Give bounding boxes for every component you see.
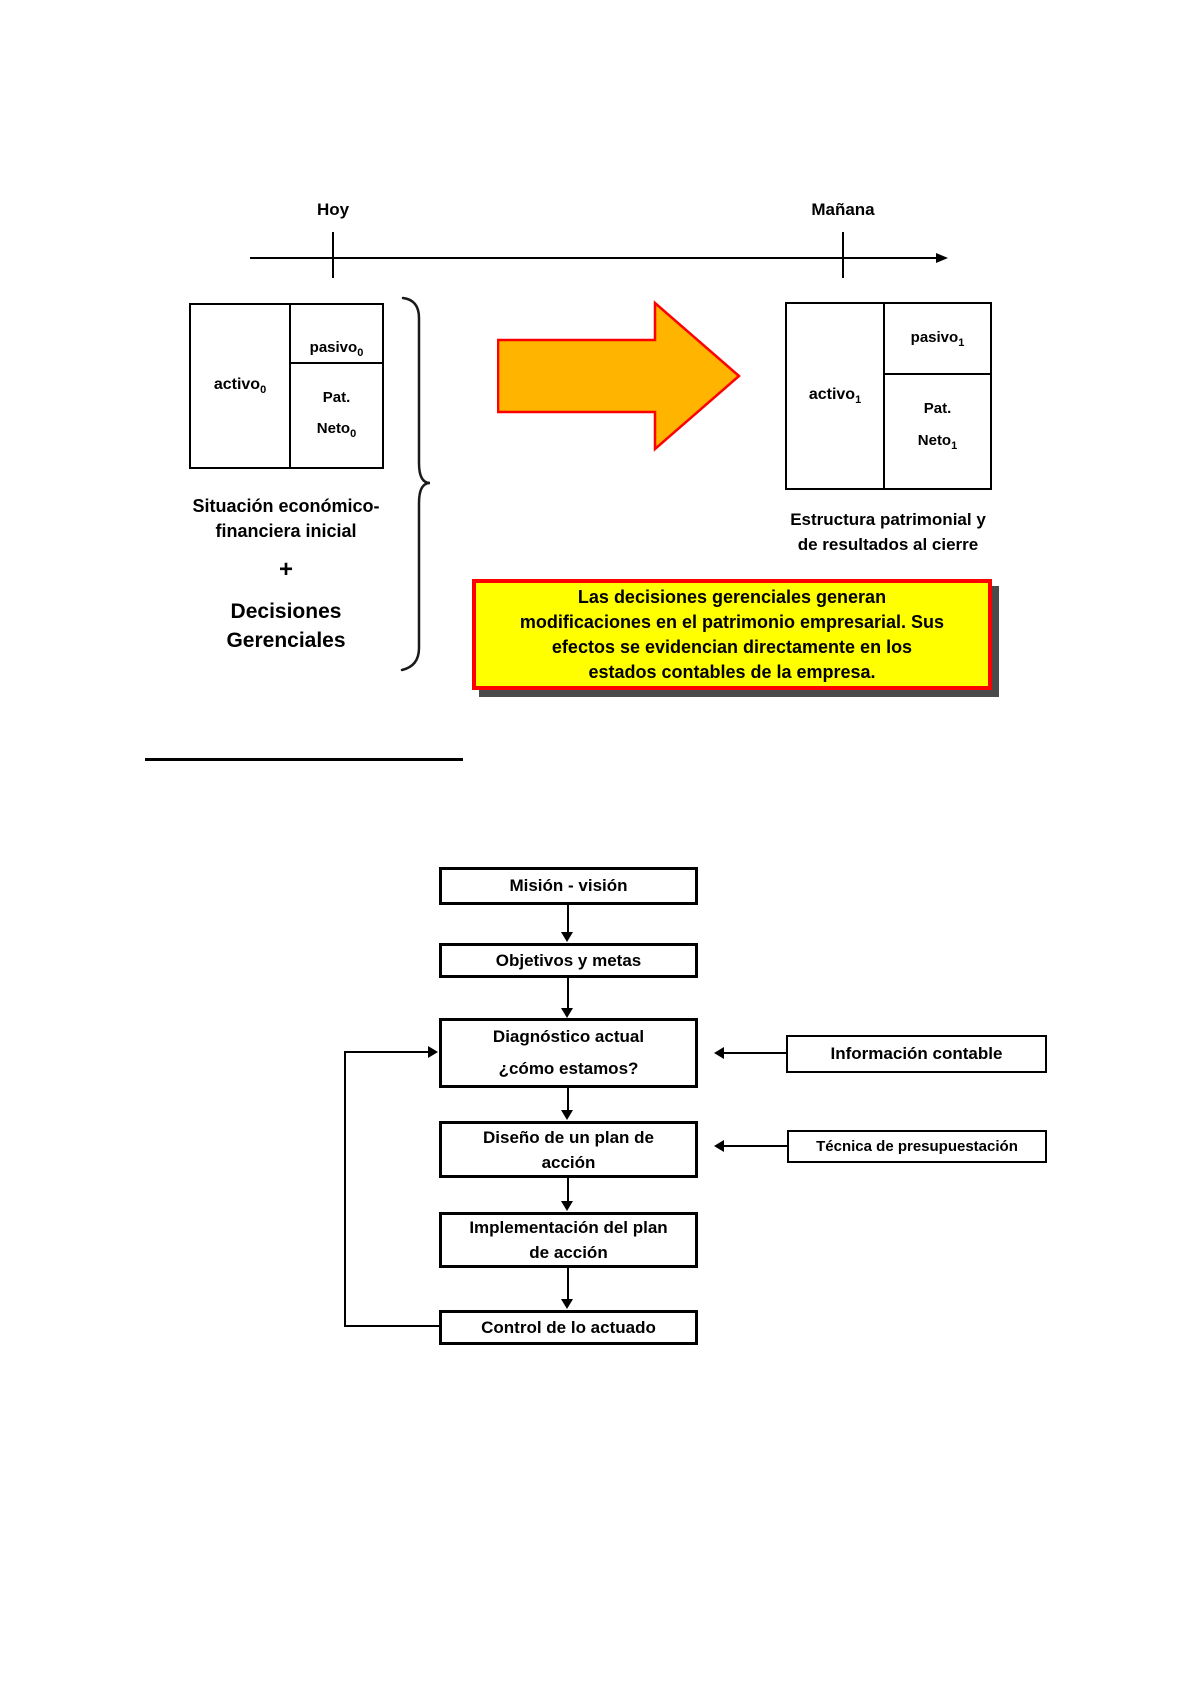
flow-node-mision-vision: Misión - visión [439, 867, 698, 905]
side-connector [724, 1145, 787, 1147]
timeline-tick-today [332, 232, 334, 278]
flow-connector [567, 978, 569, 1009]
final-structure-caption: Estructura patrimonial y de resultados al cierre [790, 510, 986, 554]
feedback-line-vertical [344, 1051, 346, 1327]
transformation-arrow-icon [497, 300, 743, 453]
left-arrowhead-icon [714, 1140, 724, 1152]
flow-connector [567, 1088, 569, 1110]
initial-situation-caption: Situación económico- financiera inicial [192, 496, 380, 541]
timeline-axis [250, 257, 938, 259]
down-arrowhead-icon [561, 1008, 573, 1018]
feedback-line-bottom [344, 1325, 439, 1327]
flow-node-control: Control de lo actuado [439, 1310, 698, 1345]
plus-sign: + [278, 556, 293, 583]
down-arrowhead-icon [561, 932, 573, 942]
activo1-label: activo$_1$ [808, 385, 862, 407]
flow-node-implementacion: Implementación del plan de acción [439, 1212, 698, 1268]
activo0-label: activo$_0$ [213, 375, 267, 397]
side-node-informacion-contable: Información contable [786, 1035, 1047, 1073]
flow-connector [567, 1268, 569, 1299]
feedback-line-top [344, 1051, 428, 1053]
decisions-callout-box: Las decisiones gerenciales generan modificaciones en el patrimonio empresarial. Sus efectos se evidencian directamente en los estados contables de la empresa. [472, 579, 992, 690]
section-divider-line [145, 758, 463, 761]
pat-neto0-label: Pat. Neto$_0$ [316, 388, 357, 440]
down-arrowhead-icon [561, 1201, 573, 1211]
side-node-tecnica-presupuestacion: Técnica de presupuestación [787, 1130, 1047, 1163]
down-arrowhead-icon [561, 1110, 573, 1120]
pasivo0-label: pasivo$_0$ [309, 339, 364, 359]
flow-connector [567, 1178, 569, 1201]
timeline-tick-tomorrow [842, 232, 844, 278]
timeline-arrowhead-icon [936, 253, 948, 263]
management-decisions-caption: Decisiones Gerenciales [226, 600, 346, 652]
right-arrowhead-icon [428, 1046, 438, 1058]
flow-node-diagnostico: Diagnóstico actual ¿cómo estamos? [439, 1018, 698, 1088]
timeline-today-label: Hoy [316, 200, 350, 219]
pasivo1-label: pasivo$_1$ [910, 328, 965, 349]
final-balance-sheet [785, 302, 992, 490]
left-arrowhead-icon [714, 1047, 724, 1059]
pat-neto1-label: Pat. Neto$_1$ [917, 399, 958, 452]
down-arrowhead-icon [561, 1299, 573, 1309]
timeline-tomorrow-label: Mañana [811, 200, 875, 219]
side-connector [724, 1052, 786, 1054]
flow-connector [567, 905, 569, 933]
flow-node-diseno-plan: Diseño de un plan de acción [439, 1121, 698, 1178]
initial-balance-sheet [189, 303, 384, 469]
flow-node-objetivos-metas: Objetivos y metas [439, 943, 698, 978]
